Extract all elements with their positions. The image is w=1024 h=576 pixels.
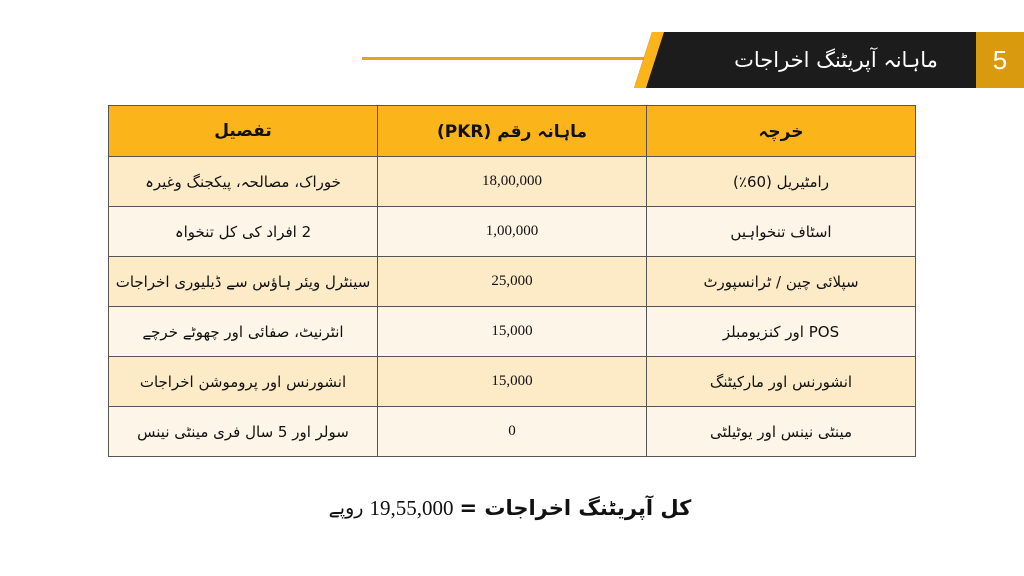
amount-cell: 25,000 [378, 257, 647, 307]
total-summary [250, 488, 770, 528]
slide-number: 5 [992, 44, 1008, 75]
detail-cell: سولر اور 5 سال فری مینٹی نینس [109, 407, 378, 457]
expense-cell: اسٹاف تنخواہیں [647, 207, 916, 257]
detail-cell: خوراک، مصالحہ، پیکجنگ وغیرہ [109, 157, 378, 207]
total-currency: روپے [328, 497, 364, 519]
amount-cell: 18,00,000 [378, 157, 647, 207]
table-row [109, 207, 916, 257]
table-row [109, 157, 916, 207]
header-accent-line [362, 57, 662, 60]
amount-cell: 15,000 [378, 357, 647, 407]
expense-cell: POS اور کنزیومبلز [647, 307, 916, 357]
expense-cell: رامٹیریل (60٪) [647, 157, 916, 207]
table-header-row [109, 106, 916, 157]
expense-cell: سپلائی چین / ٹرانسپورٹ [647, 257, 916, 307]
page-title: ماہانہ آپریٹنگ اخراجات [734, 48, 938, 72]
column-header-amount: ماہانہ رقم (PKR) [378, 106, 647, 157]
total-label: کل آپریٹنگ اخراجات = [459, 496, 692, 520]
table-row [109, 307, 916, 357]
detail-cell: سینٹرل ویئر ہاؤس سے ڈیلیوری اخراجات [109, 257, 378, 307]
amount-cell: 15,000 [378, 307, 647, 357]
total-value: 19,55,000 [369, 495, 454, 520]
table-row [109, 407, 916, 457]
header-band [634, 32, 1024, 88]
table-row [109, 257, 916, 307]
detail-cell: انٹرنیٹ، صفائی اور چھوٹے خرچے [109, 307, 378, 357]
expense-table [108, 105, 916, 457]
column-header-detail: تفصیل [109, 106, 378, 157]
detail-cell: انشورنس اور پروموشن اخراجات [109, 357, 378, 407]
amount-cell: 1,00,000 [378, 207, 647, 257]
amount-cell: 0 [378, 407, 647, 457]
expense-cell: مینٹی نینس اور یوٹیلٹی [647, 407, 916, 457]
table-row [109, 357, 916, 407]
expense-cell: انشورنس اور مارکیٹنگ [647, 357, 916, 407]
column-header-expense: خرچہ [647, 106, 916, 157]
detail-cell: 2 افراد کی کل تنخواہ [109, 207, 378, 257]
